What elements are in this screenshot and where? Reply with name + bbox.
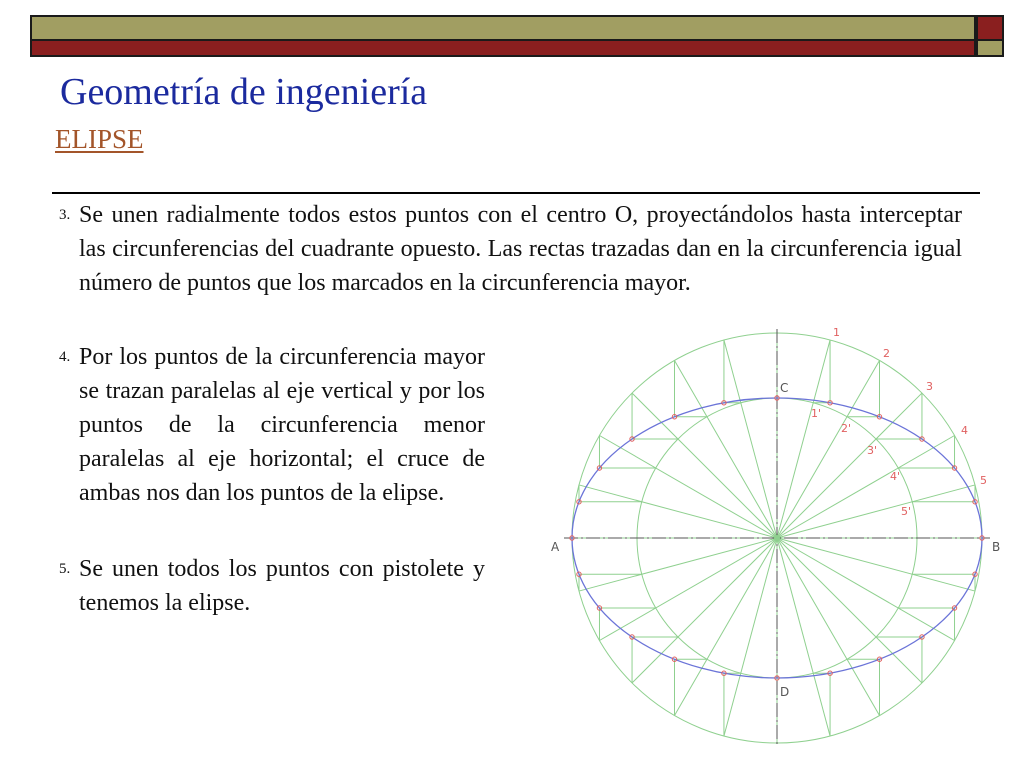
radial-line xyxy=(777,538,955,641)
center-point-o xyxy=(774,535,780,541)
step-5-text: Se unen todos los puntos con pistolete y tenemos la elipse. xyxy=(79,556,485,616)
inner-point-label-2: 2' xyxy=(841,422,852,435)
inner-point-label-4: 4' xyxy=(890,470,901,483)
outer-point-label-5: 5 xyxy=(980,474,987,487)
decorative-header-bar xyxy=(30,15,1006,59)
inner-point-label-5: 5' xyxy=(901,505,912,518)
header-square-maroon xyxy=(976,15,1004,41)
step-number-3: 3. xyxy=(59,207,71,223)
axis-label-c: C xyxy=(780,381,789,395)
outer-point-label-1: 1 xyxy=(833,326,840,339)
radial-line xyxy=(724,538,777,736)
radial-line xyxy=(675,538,778,716)
step-4-text: Por los puntos de la circunferencia mayor se trazan paralelas al eje vertical y por los puntos de la circunferencia menor paralelas al eje horizontal; el cruce de ambas nos dan los puntos de la elipse. xyxy=(79,344,485,506)
radial-line xyxy=(632,393,777,538)
divider-line xyxy=(52,192,980,194)
axis-label-a: A xyxy=(551,540,560,554)
radial-line xyxy=(632,538,777,683)
radial-line xyxy=(777,436,955,539)
radial-line xyxy=(579,485,777,538)
step-number-5: 5. xyxy=(59,561,71,577)
outer-point-label-4: 4 xyxy=(961,424,968,437)
slide-subtitle: ELIPSE xyxy=(55,124,144,154)
axis-label-b: B xyxy=(992,540,1001,554)
header-bar-maroon xyxy=(30,41,976,57)
axis-label-d: D xyxy=(780,685,790,699)
radial-line xyxy=(777,538,830,736)
header-bar-olive xyxy=(30,15,976,41)
step-3-text: Se unen radialmente todos estos puntos con el centro O, proyectándolos hasta interceptar las circunferencias del cuadrante opuesto. Las rectas trazadas dan en la circunferencia igual número de puntos que los marcados en la circunferencia mayor. xyxy=(79,202,962,296)
outer-point-label-2: 2 xyxy=(883,347,890,360)
radial-line xyxy=(675,360,778,538)
radial-line xyxy=(777,360,880,538)
header-square-olive xyxy=(976,41,1004,57)
radial-line xyxy=(777,340,830,538)
radial-line xyxy=(599,538,777,641)
radial-line xyxy=(777,538,880,716)
outer-point-label-3: 3 xyxy=(926,380,933,393)
radial-line xyxy=(777,538,922,683)
radial-line xyxy=(579,538,777,591)
ellipse-construction-diagram xyxy=(540,320,1010,760)
radial-line xyxy=(724,340,777,538)
radial-line xyxy=(599,436,777,539)
radial-line xyxy=(777,538,975,591)
slide-title: Geometría de ingeniería xyxy=(60,71,428,113)
inner-point-label-1: 1' xyxy=(811,407,822,420)
inner-point-label-3: 3' xyxy=(867,444,878,457)
diagram-labels xyxy=(551,326,1000,699)
radial-line xyxy=(777,485,975,538)
step-number-4: 4. xyxy=(59,349,71,365)
